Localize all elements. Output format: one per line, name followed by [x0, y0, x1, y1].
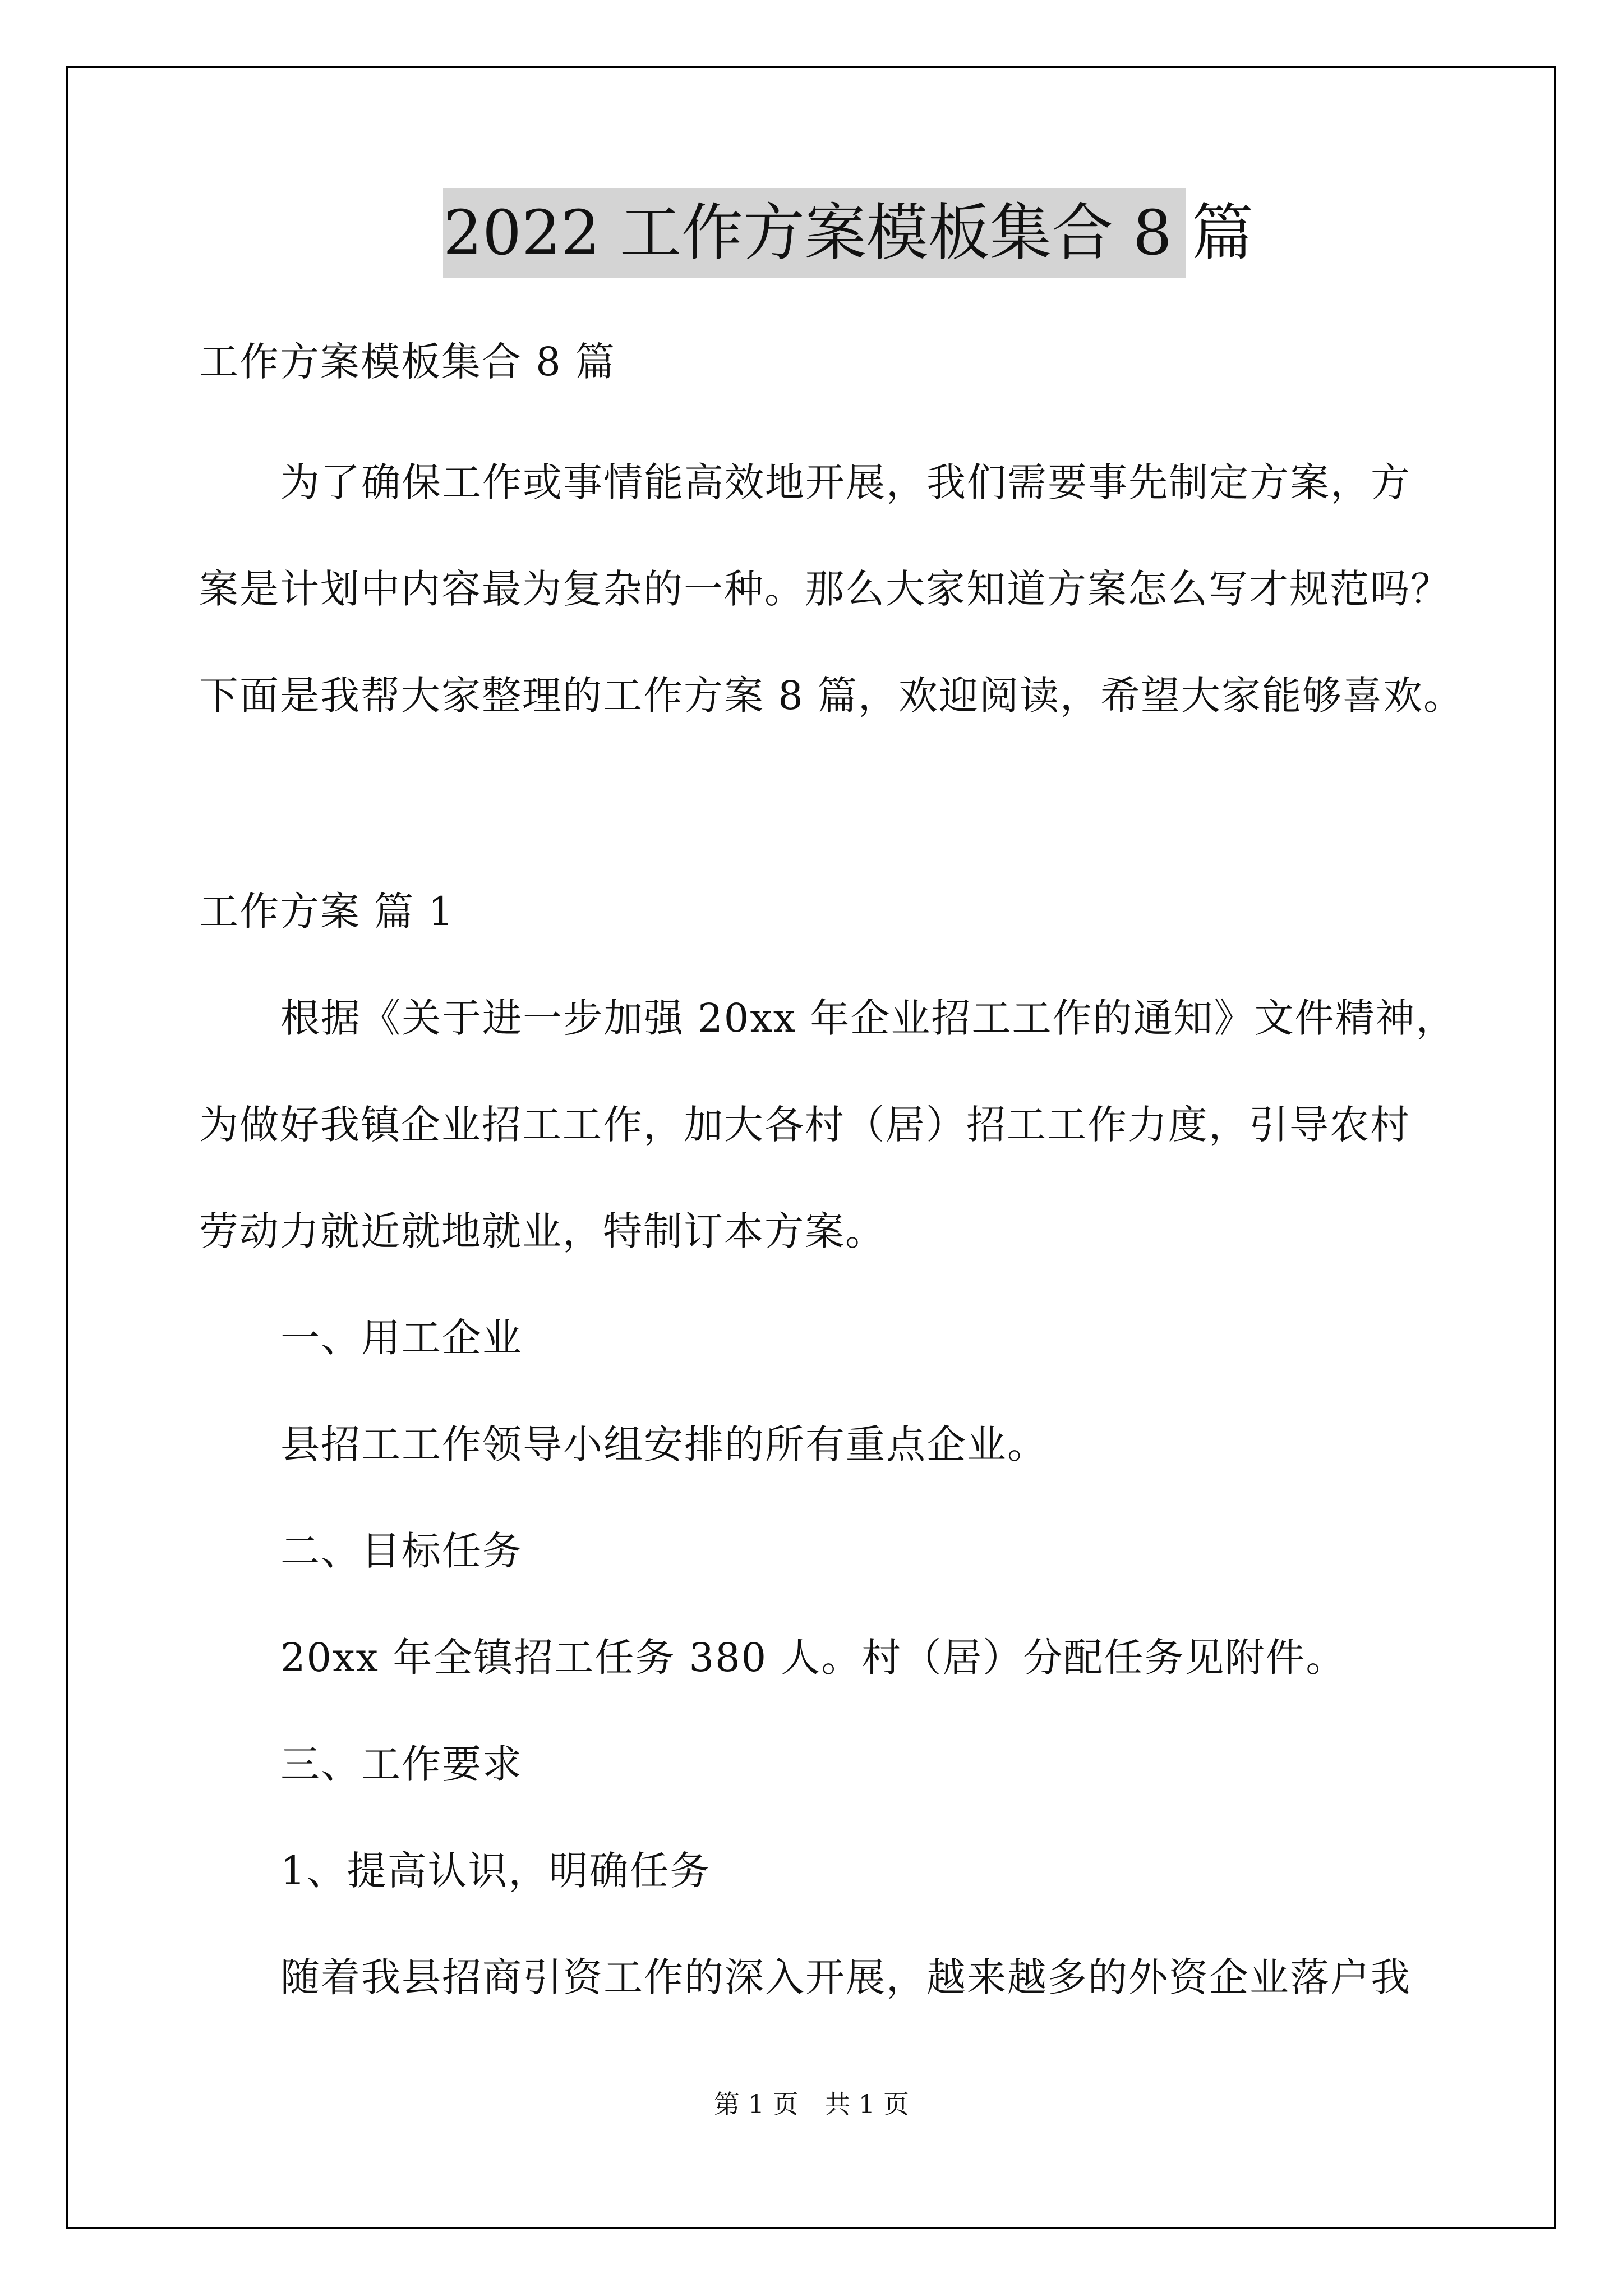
- subheading-awareness: 1、提高认识，明确任务: [280, 1848, 711, 1894]
- section-para-line-2: 为做好我镇企业招工工作，加大各村（居）招工工作力度，引导农村: [199, 1102, 1410, 1148]
- page-total: 共 1 页: [824, 2089, 909, 2119]
- heading-requirements: 三、工作要求: [280, 1741, 523, 1787]
- page-number: 第 1 页: [714, 2089, 799, 2119]
- intro-line-1: 为了确保工作或事情能高效地开展，我们需要事先制定方案，方: [280, 459, 1411, 505]
- section-para-line-3: 劳动力就近就地就业，特制订本方案。: [199, 1208, 886, 1254]
- document-subtitle: 工作方案模板集合 8 篇: [199, 339, 616, 385]
- intro-line-2: 案是计划中内容最为复杂的一种。那么大家知道方案怎么写才规范吗？: [199, 566, 1451, 612]
- document-title: 2022 工作方案模板集合 8 篇: [443, 188, 1186, 278]
- heading-targets: 二、目标任务: [280, 1528, 523, 1574]
- section-heading: 工作方案 篇 1: [199, 889, 455, 935]
- intro-line-3: 下面是我帮大家整理的工作方案 8 篇，欢迎阅读，希望大家能够喜欢。: [199, 673, 1464, 719]
- section-para-line-1: 根据《关于进一步加强 20xx 年企业招工工作的通知》文件精神，: [280, 995, 1456, 1041]
- page-footer: [0, 2084, 1623, 2121]
- para-employers: 县招工工作领导小组安排的所有重点企业。: [280, 1421, 1048, 1467]
- heading-employers: 一、用工企业: [280, 1315, 523, 1361]
- para-awareness: 随着我县招商引资工作的深入开展，越来越多的外资企业落户我: [280, 1954, 1411, 2000]
- para-targets: 20xx 年全镇招工任务 380 人。村（居）分配任务见附件。: [280, 1635, 1347, 1681]
